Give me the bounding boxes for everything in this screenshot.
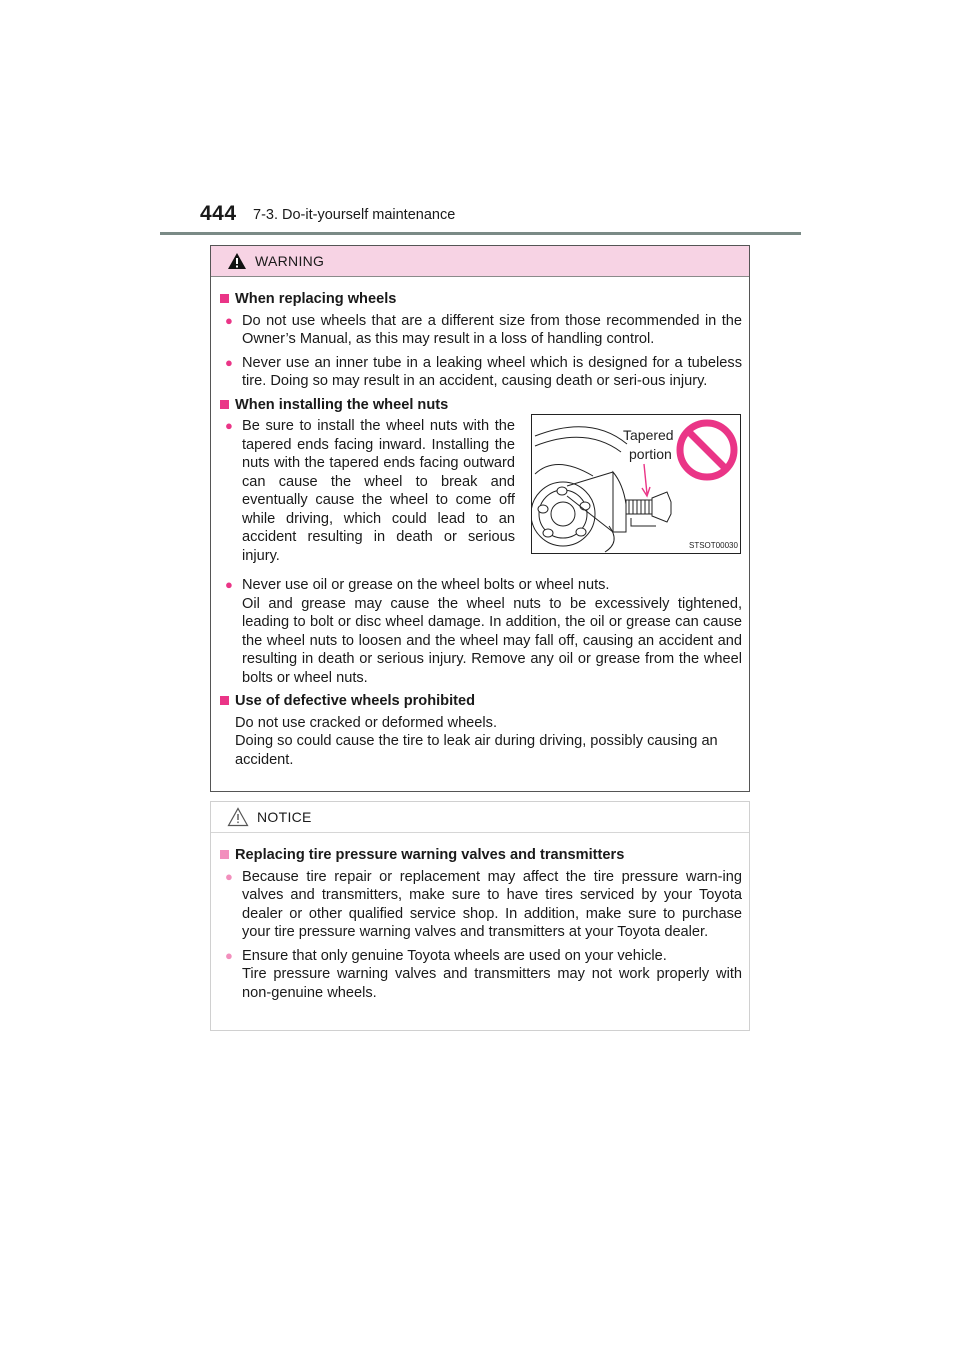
square-bullet-icon [220,400,229,409]
section-heading: Replacing tire pressure warning valves and transmitters [218,846,742,865]
section-heading: Use of defective wheels prohibited [218,692,742,711]
prohibition-icon [680,423,734,477]
warning-header [211,246,749,277]
square-bullet-icon [220,294,229,303]
list-item: ● Because tire repair or replacement may affect the tire pressure warn-ing valves and transmitters, make sure to have tires serviced by your Toyota dealer or other qualified service shop. In addition, make sure to purchase your tire pressure warning valves and transmitters at your Toyota dealer. [225,868,742,940]
circle-bullet-icon: ● [225,354,233,370]
notice-box [210,801,750,1031]
notice-label: NOTICE [257,809,312,825]
circle-bullet-icon: ● [225,868,233,884]
circle-bullet-icon: ● [225,947,233,963]
circle-bullet-icon: ● [225,418,233,433]
section-text: Do not use cracked or deformed wheels. Doing so could cause the tire to leak air during driving, possibly causing an accident. [235,714,718,768]
list-item: ● Never use an inner tube in a leaking wheel which is designed for a tubeless tire. Doing so may result in an accident, causing death or seri-ous injury. [225,354,742,389]
square-bullet-icon [220,696,229,705]
notice-header [211,802,749,833]
warning-triangle-icon [227,252,247,270]
circle-bullet-icon: ● [225,577,233,592]
warning-label: WARNING [255,253,325,269]
header-rule [160,232,801,235]
svg-text:portion: portion [629,446,672,462]
circle-bullet-icon: ● [225,312,233,328]
notice-triangle-icon [227,807,249,827]
square-bullet-icon [220,850,229,859]
section-title: 7-3. Do-it-yourself maintenance [253,207,456,223]
svg-text:Tapered: Tapered [623,427,674,443]
list-item: ● Be sure to install the wheel nuts with the tapered ends facing inward. Installing the nuts with the tapered ends facing outward can cause the wheel to break and eventually cause the wheel to come off while driving, which could lead to an accident resulting in death or serious injury. [225,418,515,564]
wheel-nut-figure [531,414,741,554]
page-number: 444 [200,202,237,225]
warning-box [210,245,750,792]
list-item: ● Never use oil or grease on the wheel bolts or wheel nuts. Oil and grease may cause the wheel nuts to be excessively tightened, leading to bolt or disc wheel damage. In addition, the oil or grease can cause the wheel nuts to loosen and the wheel may fall off, causing an accident and resulting in death or serious injury. Remove any oil or grease from the wheel bolts or wheel nuts. [225,577,742,686]
list-item: ● Ensure that only genuine Toyota wheels are used on your vehicle. Tire pressure warning valves and transmitters may not work properly with non-genuine wheels. [225,947,742,1001]
svg-text:STSOT00030: STSOT00030 [689,541,738,550]
section-heading: When replacing wheels [218,290,742,309]
list-item: ● Do not use wheels that are a different size from those recommended in the Owner’s Manual, as this may result in a loss of handling control. [225,312,742,347]
section-heading: When installing the wheel nuts [218,396,742,415]
